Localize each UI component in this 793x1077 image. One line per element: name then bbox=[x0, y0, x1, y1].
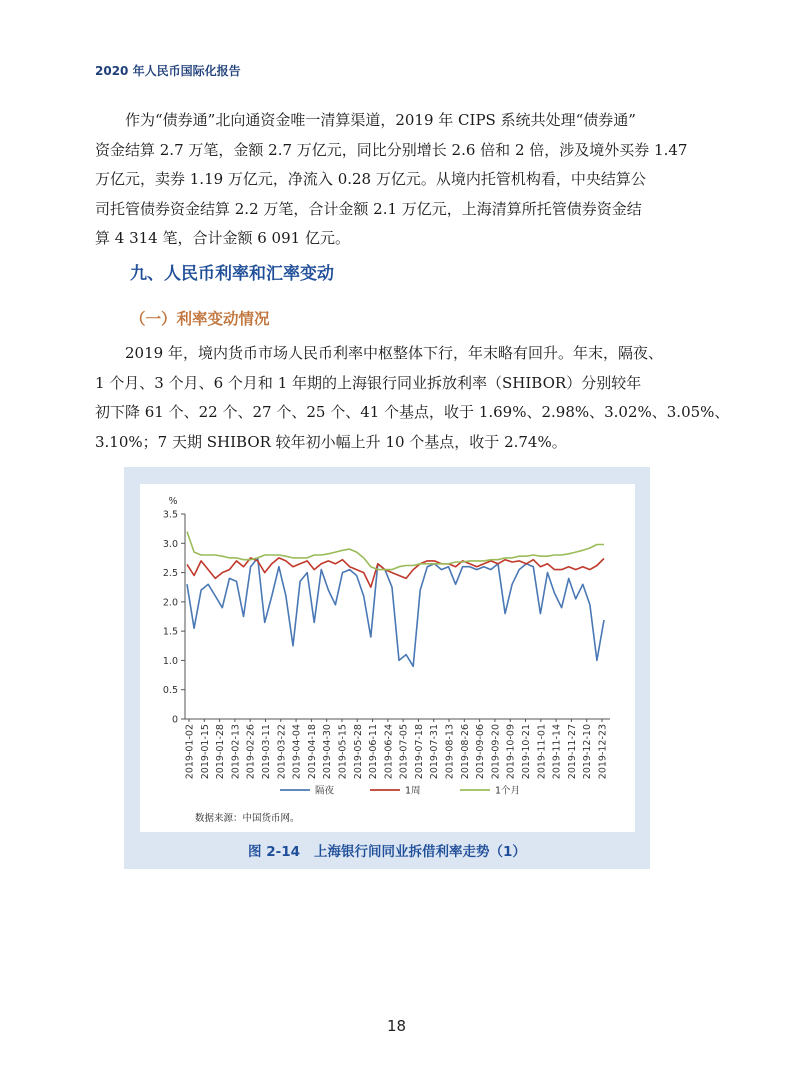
source-note: 数据来源：中国货币网。 bbox=[195, 813, 300, 824]
x-tick-label: 2019-07-05 bbox=[398, 724, 410, 780]
figure-caption bbox=[124, 840, 650, 860]
x-tick-label: 2019-12-23 bbox=[597, 724, 609, 780]
paragraph-line: 算 4 314 笔，合计金额 6 091 亿元。 bbox=[95, 229, 350, 247]
x-tick-label: 2019-05-28 bbox=[352, 724, 364, 780]
x-tick-label: 2019-10-09 bbox=[505, 724, 517, 780]
y-tick-label: 3.0 bbox=[162, 538, 178, 550]
x-tick-label: 2019-10-21 bbox=[521, 724, 533, 780]
subsection-heading: （一）利率变动情况 bbox=[130, 310, 270, 328]
x-tick-label: 2019-04-18 bbox=[306, 724, 318, 780]
paragraph-line: 初下降 61 个、22 个、27 个、25 个、41 个基点，收于 1.69%、2.98%、3.02%、3.05%、 bbox=[95, 403, 730, 421]
x-tick-label: 2019-02-13 bbox=[230, 724, 242, 780]
paragraph-interest-rates bbox=[95, 339, 730, 457]
paragraph-line: 2019 年，境内货币市场人民币利率中枢整体下行，年末略有回升。年末，隔夜、 bbox=[125, 344, 663, 362]
x-tick-label: 2019-05-15 bbox=[337, 724, 349, 780]
paragraph-line: 资金结算 2.7 万笔，金额 2.7 万亿元，同比分别增长 2.6 倍和 2 倍，涉及境外买券 1.47 bbox=[95, 140, 688, 159]
x-tick-label: 2019-06-24 bbox=[383, 724, 395, 780]
y-tick-label: 0 bbox=[171, 714, 178, 726]
paragraph-line: 1 个月、3 个月、6 个月和 1 年期的上海银行同业拆放利率（SHIBOR）分别较年 bbox=[95, 373, 642, 392]
figure-title: 上海银行间同业拆借利率走势（1） bbox=[314, 844, 526, 860]
series-line-1个月 bbox=[187, 532, 604, 570]
section-heading: 九、人民币利率和汇率变动 bbox=[130, 264, 334, 284]
paragraph-line: 万亿元，卖券 1.19 万亿元，净流入 0.28 万亿元。从境内托管机构看，中央结算公 bbox=[95, 170, 646, 188]
x-tick-label: 2019-01-28 bbox=[215, 724, 227, 780]
x-tick-label: 2019-01-15 bbox=[199, 724, 211, 780]
y-tick-label: 2.0 bbox=[162, 597, 178, 609]
paragraph-bond-connect bbox=[95, 106, 695, 254]
x-tick-label: 2019-12-10 bbox=[582, 724, 594, 780]
x-tick-label: 2019-07-18 bbox=[413, 724, 425, 780]
x-tick-label: 2019-01-02 bbox=[184, 724, 196, 780]
x-tick-label: 2019-04-30 bbox=[322, 724, 334, 780]
y-tick-label: 1.0 bbox=[162, 655, 178, 667]
x-tick-label: 2019-09-20 bbox=[490, 724, 502, 780]
x-tick-label: 2019-02-26 bbox=[245, 724, 257, 780]
legend-label-1个月: 1个月 bbox=[495, 785, 521, 797]
figure-number: 图 2-14 bbox=[248, 844, 301, 860]
y-unit-label: % bbox=[168, 496, 178, 507]
paragraph-line: 作为“债券通”北向通资金唯一清算渠道，2019 年 CIPS 系统共处理“债券通” bbox=[125, 111, 636, 129]
x-tick-label: 2019-06-11 bbox=[368, 724, 380, 780]
shibor-line-chart bbox=[140, 484, 635, 832]
x-tick-label: 2019-03-11 bbox=[260, 724, 272, 780]
y-tick-label: 3.5 bbox=[162, 509, 178, 521]
chart-panel bbox=[140, 484, 635, 832]
x-tick-label: 2019-08-26 bbox=[459, 724, 471, 780]
x-tick-label: 2019-04-04 bbox=[291, 724, 303, 780]
paragraph-line: 3.10%；7 天期 SHIBOR 较年初小幅上升 10 个基点，收于 2.74%。 bbox=[95, 432, 567, 451]
y-tick-label: 1.5 bbox=[162, 626, 178, 638]
x-tick-label: 2019-03-22 bbox=[276, 724, 288, 780]
paragraph-line: 司托管债券资金结算 2.2 万笔，合计金额 2.1 万亿元，上海清算所托管债券资金结 bbox=[95, 199, 642, 218]
x-tick-label: 2019-11-01 bbox=[536, 724, 548, 780]
y-tick-label: 0.5 bbox=[162, 685, 178, 697]
page-number: 18 bbox=[386, 1017, 407, 1035]
x-tick-label: 2019-07-31 bbox=[429, 724, 441, 780]
x-tick-label: 2019-09-06 bbox=[475, 724, 487, 780]
running-header: 2020 年人民币国际化报告 bbox=[95, 64, 241, 78]
y-tick-label: 2.5 bbox=[162, 568, 178, 580]
x-tick-label: 2019-11-14 bbox=[551, 724, 563, 780]
legend-label-1周: 1周 bbox=[405, 785, 421, 797]
x-tick-label: 2019-11-27 bbox=[566, 724, 578, 780]
x-tick-label: 2019-08-13 bbox=[444, 724, 456, 780]
legend-label-隔夜: 隔夜 bbox=[315, 785, 335, 797]
